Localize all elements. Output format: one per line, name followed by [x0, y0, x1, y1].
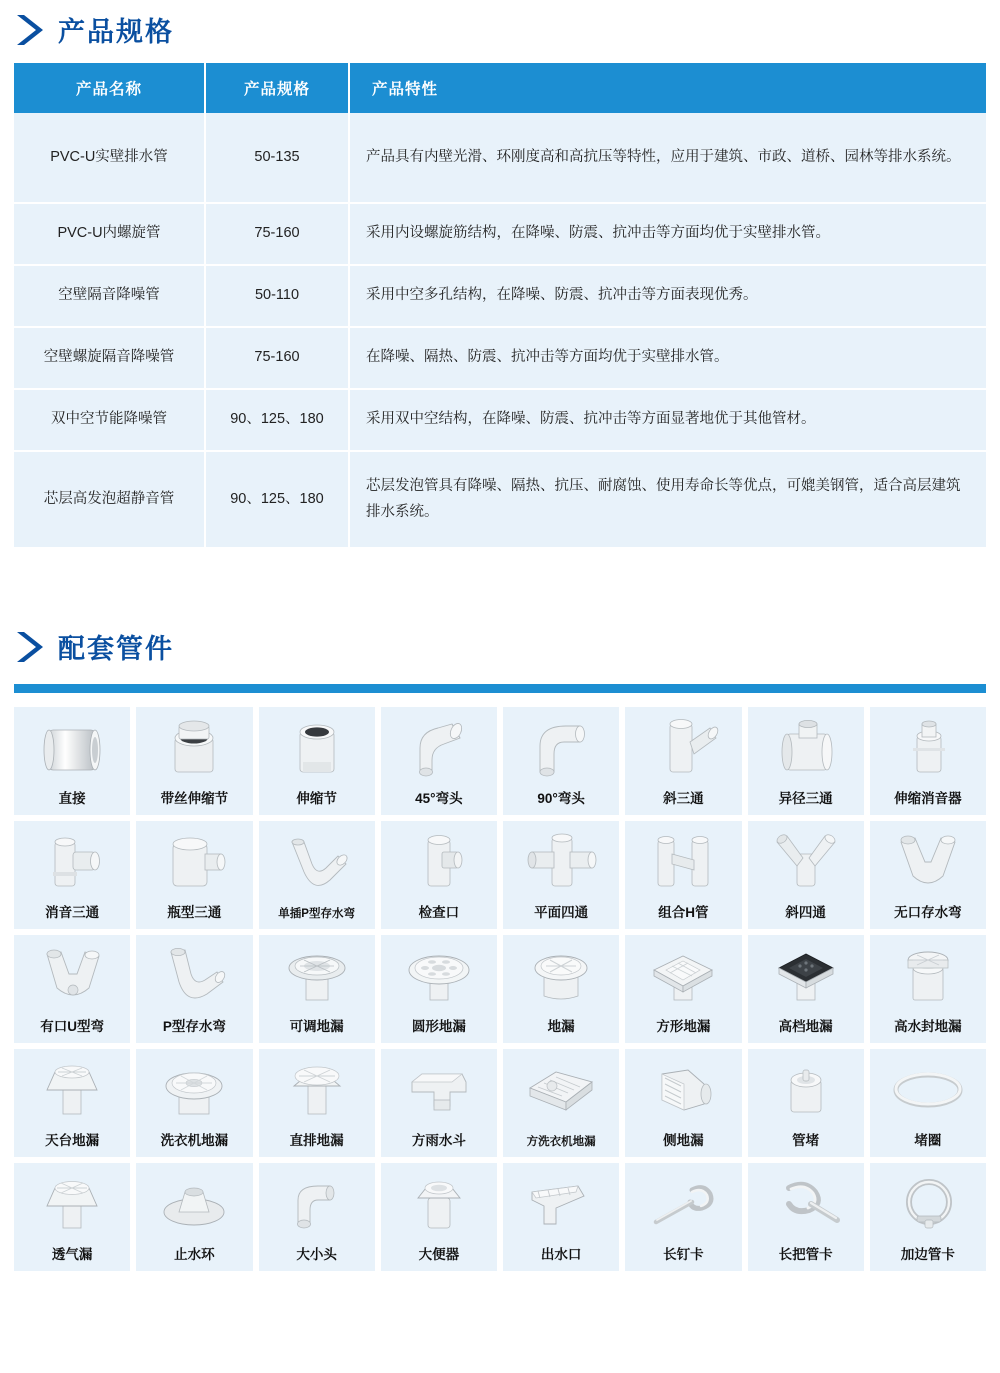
table-row: [14, 389, 986, 451]
fitting-item[interactable]: [381, 1049, 497, 1157]
floor-drain-icon: [503, 935, 619, 1015]
fitting-label: 90°弯头: [537, 791, 585, 806]
fitting-item[interactable]: [14, 1049, 130, 1157]
p-trap-icon: [136, 935, 252, 1015]
cell-product-name: 双中空节能降噪管: [14, 389, 205, 451]
cell-product-feature: 采用双中空结构，在降噪、防震、抗冲击等方面显著地优于其他管材。: [349, 389, 986, 451]
long-nail-clamp-icon: [625, 1163, 741, 1243]
fitting-label: 洗衣机地漏: [160, 1133, 229, 1148]
fitting-label: 高水封地漏: [894, 1019, 962, 1034]
threaded-expansion-joint-icon: [136, 707, 252, 787]
round-floor-drain-icon: [381, 935, 497, 1015]
fitting-label: 平面四通: [534, 905, 589, 920]
spec-table-wrapper: [14, 63, 986, 547]
expansion-joint-icon: [259, 707, 375, 787]
fitting-item[interactable]: [14, 707, 130, 815]
reducing-tee-icon: [748, 707, 864, 787]
fitting-item[interactable]: [870, 707, 986, 815]
fitting-label: 方雨水斗: [411, 1133, 466, 1148]
high-seal-floor-drain-icon: [870, 935, 986, 1015]
table-header-row: [14, 63, 986, 113]
fitting-item[interactable]: [870, 1163, 986, 1271]
fitting-label: 方形地漏: [656, 1019, 711, 1034]
fitting-label: 瓶型三通: [167, 905, 222, 920]
fittings-grid: [14, 707, 986, 1271]
fitting-item[interactable]: [870, 821, 986, 929]
coupling-icon: [14, 707, 130, 787]
bottle-tee-icon: [136, 821, 252, 901]
square-rain-hopper-icon: [381, 1049, 497, 1129]
fitting-label: 长钉卡: [663, 1247, 704, 1262]
fitting-label: 长把管卡: [778, 1247, 833, 1262]
fitting-label: 圆形地漏: [411, 1019, 466, 1034]
fitting-label: 有口U型弯: [40, 1019, 104, 1034]
fitting-item[interactable]: [625, 707, 741, 815]
table-row: [14, 327, 986, 389]
fitting-label: 堵圈: [914, 1133, 942, 1148]
pipe-plug-icon: [748, 1049, 864, 1129]
fitting-item[interactable]: [503, 935, 619, 1043]
fitting-label: 出水口: [540, 1247, 582, 1262]
column-header-spec: 产品规格: [205, 63, 349, 113]
fitting-item[interactable]: [748, 707, 864, 815]
fitting-item[interactable]: [748, 821, 864, 929]
water-stop-ring-icon: [136, 1163, 252, 1243]
fitting-label: 大便器: [418, 1247, 460, 1262]
cell-product-feature: 在降噪、隔热、防震、抗冲击等方面均优于实壁排水管。: [349, 327, 986, 389]
inspection-port-icon: [381, 821, 497, 901]
plug-ring-icon: [870, 1049, 986, 1129]
fitting-label: 伸缩节: [296, 791, 337, 806]
fitting-item[interactable]: [503, 1049, 619, 1157]
cell-product-spec: 50-110: [205, 265, 349, 327]
side-floor-drain-icon: [625, 1049, 741, 1129]
fitting-label: 止水环: [174, 1247, 215, 1262]
divider-bar: [14, 684, 986, 693]
fitting-label: 加边管卡: [900, 1247, 955, 1262]
fitting-item[interactable]: [259, 1049, 375, 1157]
fitting-label: 侧地漏: [663, 1133, 704, 1148]
fitting-label: 伸缩消音器: [894, 791, 962, 806]
expansion-silencer-icon: [870, 707, 986, 787]
fitting-label: 透气漏: [51, 1247, 93, 1262]
roof-drain-icon: [14, 1049, 130, 1129]
fitting-label: 高档地漏: [778, 1019, 833, 1034]
square-floor-drain-icon: [625, 935, 741, 1015]
fitting-item[interactable]: [625, 935, 741, 1043]
washer-floor-drain-icon: [136, 1049, 252, 1129]
square-washer-drain-icon: [503, 1049, 619, 1133]
fitting-label: 可调地漏: [289, 1019, 344, 1034]
fitting-label: 斜四通: [785, 905, 826, 920]
cell-product-name: 空壁隔音降噪管: [14, 265, 205, 327]
fitting-label: 带丝伸缩节: [160, 791, 229, 806]
oblique-cross-icon: [748, 821, 864, 901]
flanged-pipe-clamp-icon: [870, 1163, 986, 1243]
cell-product-spec: 90、125、180: [205, 451, 349, 547]
fitting-item[interactable]: [136, 707, 252, 815]
fitting-label: 无口存水弯: [894, 905, 962, 920]
fitting-item[interactable]: [14, 821, 130, 929]
table-row: [14, 203, 986, 265]
cell-product-spec: 50-135: [205, 113, 349, 203]
cell-product-name: 芯层高发泡超静音管: [14, 451, 205, 547]
fitting-item[interactable]: [259, 821, 375, 929]
chevron-right-icon: [14, 13, 44, 47]
fitting-label: 直接: [58, 791, 86, 806]
fitting-item[interactable]: [381, 1163, 497, 1271]
plane-cross-icon: [503, 821, 619, 901]
fitting-item[interactable]: [14, 1163, 130, 1271]
fitting-label: 单插P型存水弯: [278, 908, 355, 920]
fitting-label: 管堵: [792, 1133, 820, 1148]
fitting-item[interactable]: [625, 1163, 741, 1271]
section-title-fittings: 配套管件: [58, 634, 174, 664]
fitting-item[interactable]: [259, 707, 375, 815]
chevron-right-icon: [14, 630, 44, 664]
outlet-icon: [503, 1163, 619, 1243]
fitting-label: 直排地漏: [289, 1133, 344, 1148]
fitting-label: 检查口: [418, 905, 460, 920]
fitting-item[interactable]: [748, 935, 864, 1043]
fitting-item[interactable]: [381, 935, 497, 1043]
fitting-label: 45°弯头: [415, 791, 463, 806]
table-row: [14, 113, 986, 203]
fitting-item[interactable]: [136, 1163, 252, 1271]
fitting-item[interactable]: [136, 821, 252, 929]
fitting-item[interactable]: [381, 821, 497, 929]
fitting-item[interactable]: [870, 1049, 986, 1157]
elbow-90-icon: [503, 707, 619, 787]
straight-floor-drain-icon: [259, 1049, 375, 1129]
fitting-item[interactable]: [136, 935, 252, 1043]
table-row: [14, 265, 986, 327]
cell-product-spec: 75-160: [205, 327, 349, 389]
fitting-item[interactable]: [14, 935, 130, 1043]
column-header-name: 产品名称: [14, 63, 205, 113]
cell-product-name: 空壁螺旋隔音降噪管: [14, 327, 205, 389]
vent-drain-icon: [14, 1163, 130, 1243]
fittings-wrapper: [14, 684, 986, 1271]
fitting-label: 地漏: [547, 1019, 575, 1034]
fitting-label: 大小头: [296, 1247, 337, 1262]
fitting-label: 消音三通: [45, 905, 100, 920]
single-p-trap-icon: [259, 821, 375, 905]
long-handle-clamp-icon: [748, 1163, 864, 1243]
cell-product-spec: 75-160: [205, 203, 349, 265]
fitting-item[interactable]: [259, 1163, 375, 1271]
column-header-feature: 产品特性: [349, 63, 986, 113]
cell-product-name: PVC-U内螺旋管: [14, 203, 205, 265]
silencer-tee-icon: [14, 821, 130, 901]
fitting-label: 天台地漏: [45, 1133, 100, 1148]
premium-floor-drain-icon: [748, 935, 864, 1015]
h-pipe-icon: [625, 821, 741, 901]
cell-product-name: PVC-U实壁排水管: [14, 113, 205, 203]
table-row: [14, 451, 986, 547]
cell-product-feature: 产品具有内壁光滑、环刚度高和高抗压等特性，应用于建筑、市政、道桥、园林等排水系统。: [349, 113, 986, 203]
fitting-item[interactable]: [503, 1163, 619, 1271]
fitting-item[interactable]: [503, 821, 619, 929]
fitting-label: 斜三通: [663, 791, 704, 806]
closed-trap-icon: [870, 821, 986, 901]
page-title: 产品规格: [58, 17, 174, 47]
fitting-item[interactable]: [748, 1049, 864, 1157]
fitting-item[interactable]: [136, 1049, 252, 1157]
elbow-45-icon: [381, 707, 497, 787]
cell-product-feature: 芯层发泡管具有降噪、隔热、抗压、耐腐蚀、使用寿命长等优点，可媲美钢管，适合高层建筑排水系统。: [349, 451, 986, 547]
cell-product-spec: 90、125、180: [205, 389, 349, 451]
spec-section-header: [0, 0, 1000, 49]
fitting-item[interactable]: [870, 935, 986, 1043]
cell-product-feature: 采用内设螺旋筋结构，在降噪、防震、抗冲击等方面均优于实壁排水管。: [349, 203, 986, 265]
fitting-item[interactable]: [625, 821, 741, 929]
fitting-label: 方洗衣机地漏: [526, 1136, 596, 1148]
oblique-tee-icon: [625, 707, 741, 787]
reducer-icon: [259, 1163, 375, 1243]
fitting-label: 异径三通: [778, 791, 833, 806]
adjustable-floor-drain-icon: [259, 935, 375, 1015]
fitting-item[interactable]: [748, 1163, 864, 1271]
fitting-item[interactable]: [625, 1049, 741, 1157]
fitting-item[interactable]: [381, 707, 497, 815]
spec-table: [14, 63, 986, 547]
fitting-label: P型存水弯: [162, 1019, 226, 1034]
u-trap-with-port-icon: [14, 935, 130, 1015]
fitting-label: 组合H管: [658, 905, 709, 920]
fitting-item[interactable]: [259, 935, 375, 1043]
fitting-item[interactable]: [503, 707, 619, 815]
toilet-connector-icon: [381, 1163, 497, 1243]
cell-product-feature: 采用中空多孔结构，在降噪、防震、抗冲击等方面表现优秀。: [349, 265, 986, 327]
fittings-section-header: [0, 627, 1000, 666]
